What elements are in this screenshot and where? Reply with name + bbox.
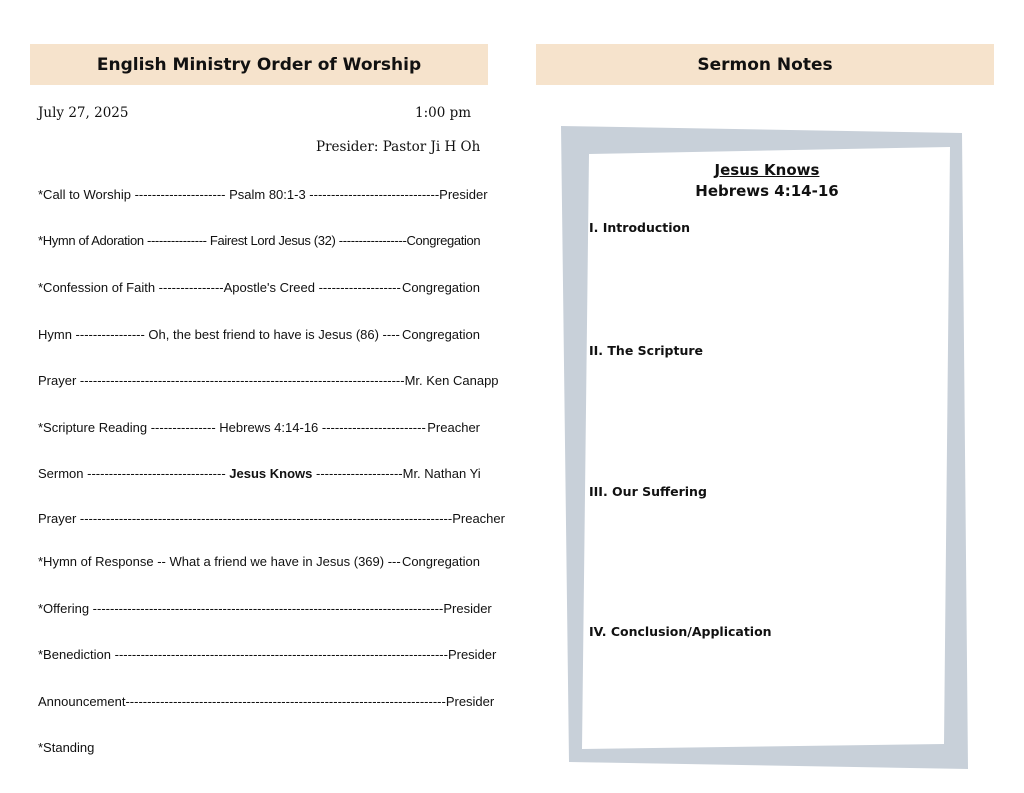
notes-section-conclusion: IV. Conclusion/Application — [589, 624, 772, 639]
sermon-title-inline: Jesus Knows — [229, 466, 313, 481]
item-description: Prayer --------------------------------------------------------------------------- — [38, 373, 405, 388]
item-description: *Standing — [38, 740, 95, 755]
item-leader: Preacher — [427, 420, 480, 435]
sermon-scripture: Hebrews 4:14-16 — [695, 182, 839, 200]
item-description: *Call to Worship --------------------- Psalm 80:1-3 ------------------------------ — [38, 187, 440, 202]
item-description: Hymn ---------------- Oh, the best friend to have is Jesus (86) ---- — [38, 327, 400, 342]
presider-line: Presider: Pastor Ji H Oh — [316, 139, 481, 155]
item-leader: Presider — [445, 694, 495, 709]
item-leader: Mr. Ken Canapp — [404, 373, 499, 388]
notes-section-scripture: II. The Scripture — [589, 343, 703, 358]
sermon-notes-header: Sermon Notes — [536, 44, 994, 85]
item-description: Prayer -------------------------------------------------------------------------------------- — [38, 511, 453, 526]
sermon-dashes-pre: Sermon -------------------------------- — [38, 466, 226, 481]
item-description: Announcement-------------------------------------------------------------------------- — [38, 694, 446, 709]
sermon-dashes-post: -------------------- — [316, 466, 403, 481]
order-of-worship-header: English Ministry Order of Worship — [30, 44, 488, 85]
service-date: July 27, 2025 — [38, 105, 129, 121]
sermon-title: Jesus Knows — [714, 161, 820, 179]
item-description: *Confession of Faith ---------------Apostle's Creed ------------------- — [38, 280, 401, 295]
item-leader: Presider — [443, 601, 492, 616]
item-leader: Congregation — [401, 327, 480, 342]
item-description: *Scripture Reading --------------- Hebrews 4:14-16 ------------------------ — [38, 420, 426, 435]
item-leader: Congregation — [401, 280, 480, 295]
notes-section-suffering: III. Our Suffering — [589, 484, 707, 499]
item-leader: Congregation — [401, 554, 480, 569]
item-leader: Preacher — [452, 511, 505, 526]
item-description: *Hymn of Response -- What a friend we have in Jesus (369) --- — [38, 554, 401, 569]
item-leader: Presider — [447, 647, 497, 662]
item-leader: Presider — [439, 187, 488, 202]
item-leader: Congregation — [406, 233, 481, 248]
item-description: *Benediction ----------------------------------------------------------------------------- — [38, 647, 448, 662]
item-description: *Offering --------------------------------------------------------------------------------- — [38, 601, 444, 616]
item-description: *Hymn of Adoration --------------- Fairest Lord Jesus (32) ----------------- — [38, 233, 407, 248]
item-leader: Mr. Nathan Yi — [402, 466, 481, 481]
notes-section-introduction: I. Introduction — [589, 220, 691, 235]
service-time: 1:00 pm — [415, 105, 472, 121]
